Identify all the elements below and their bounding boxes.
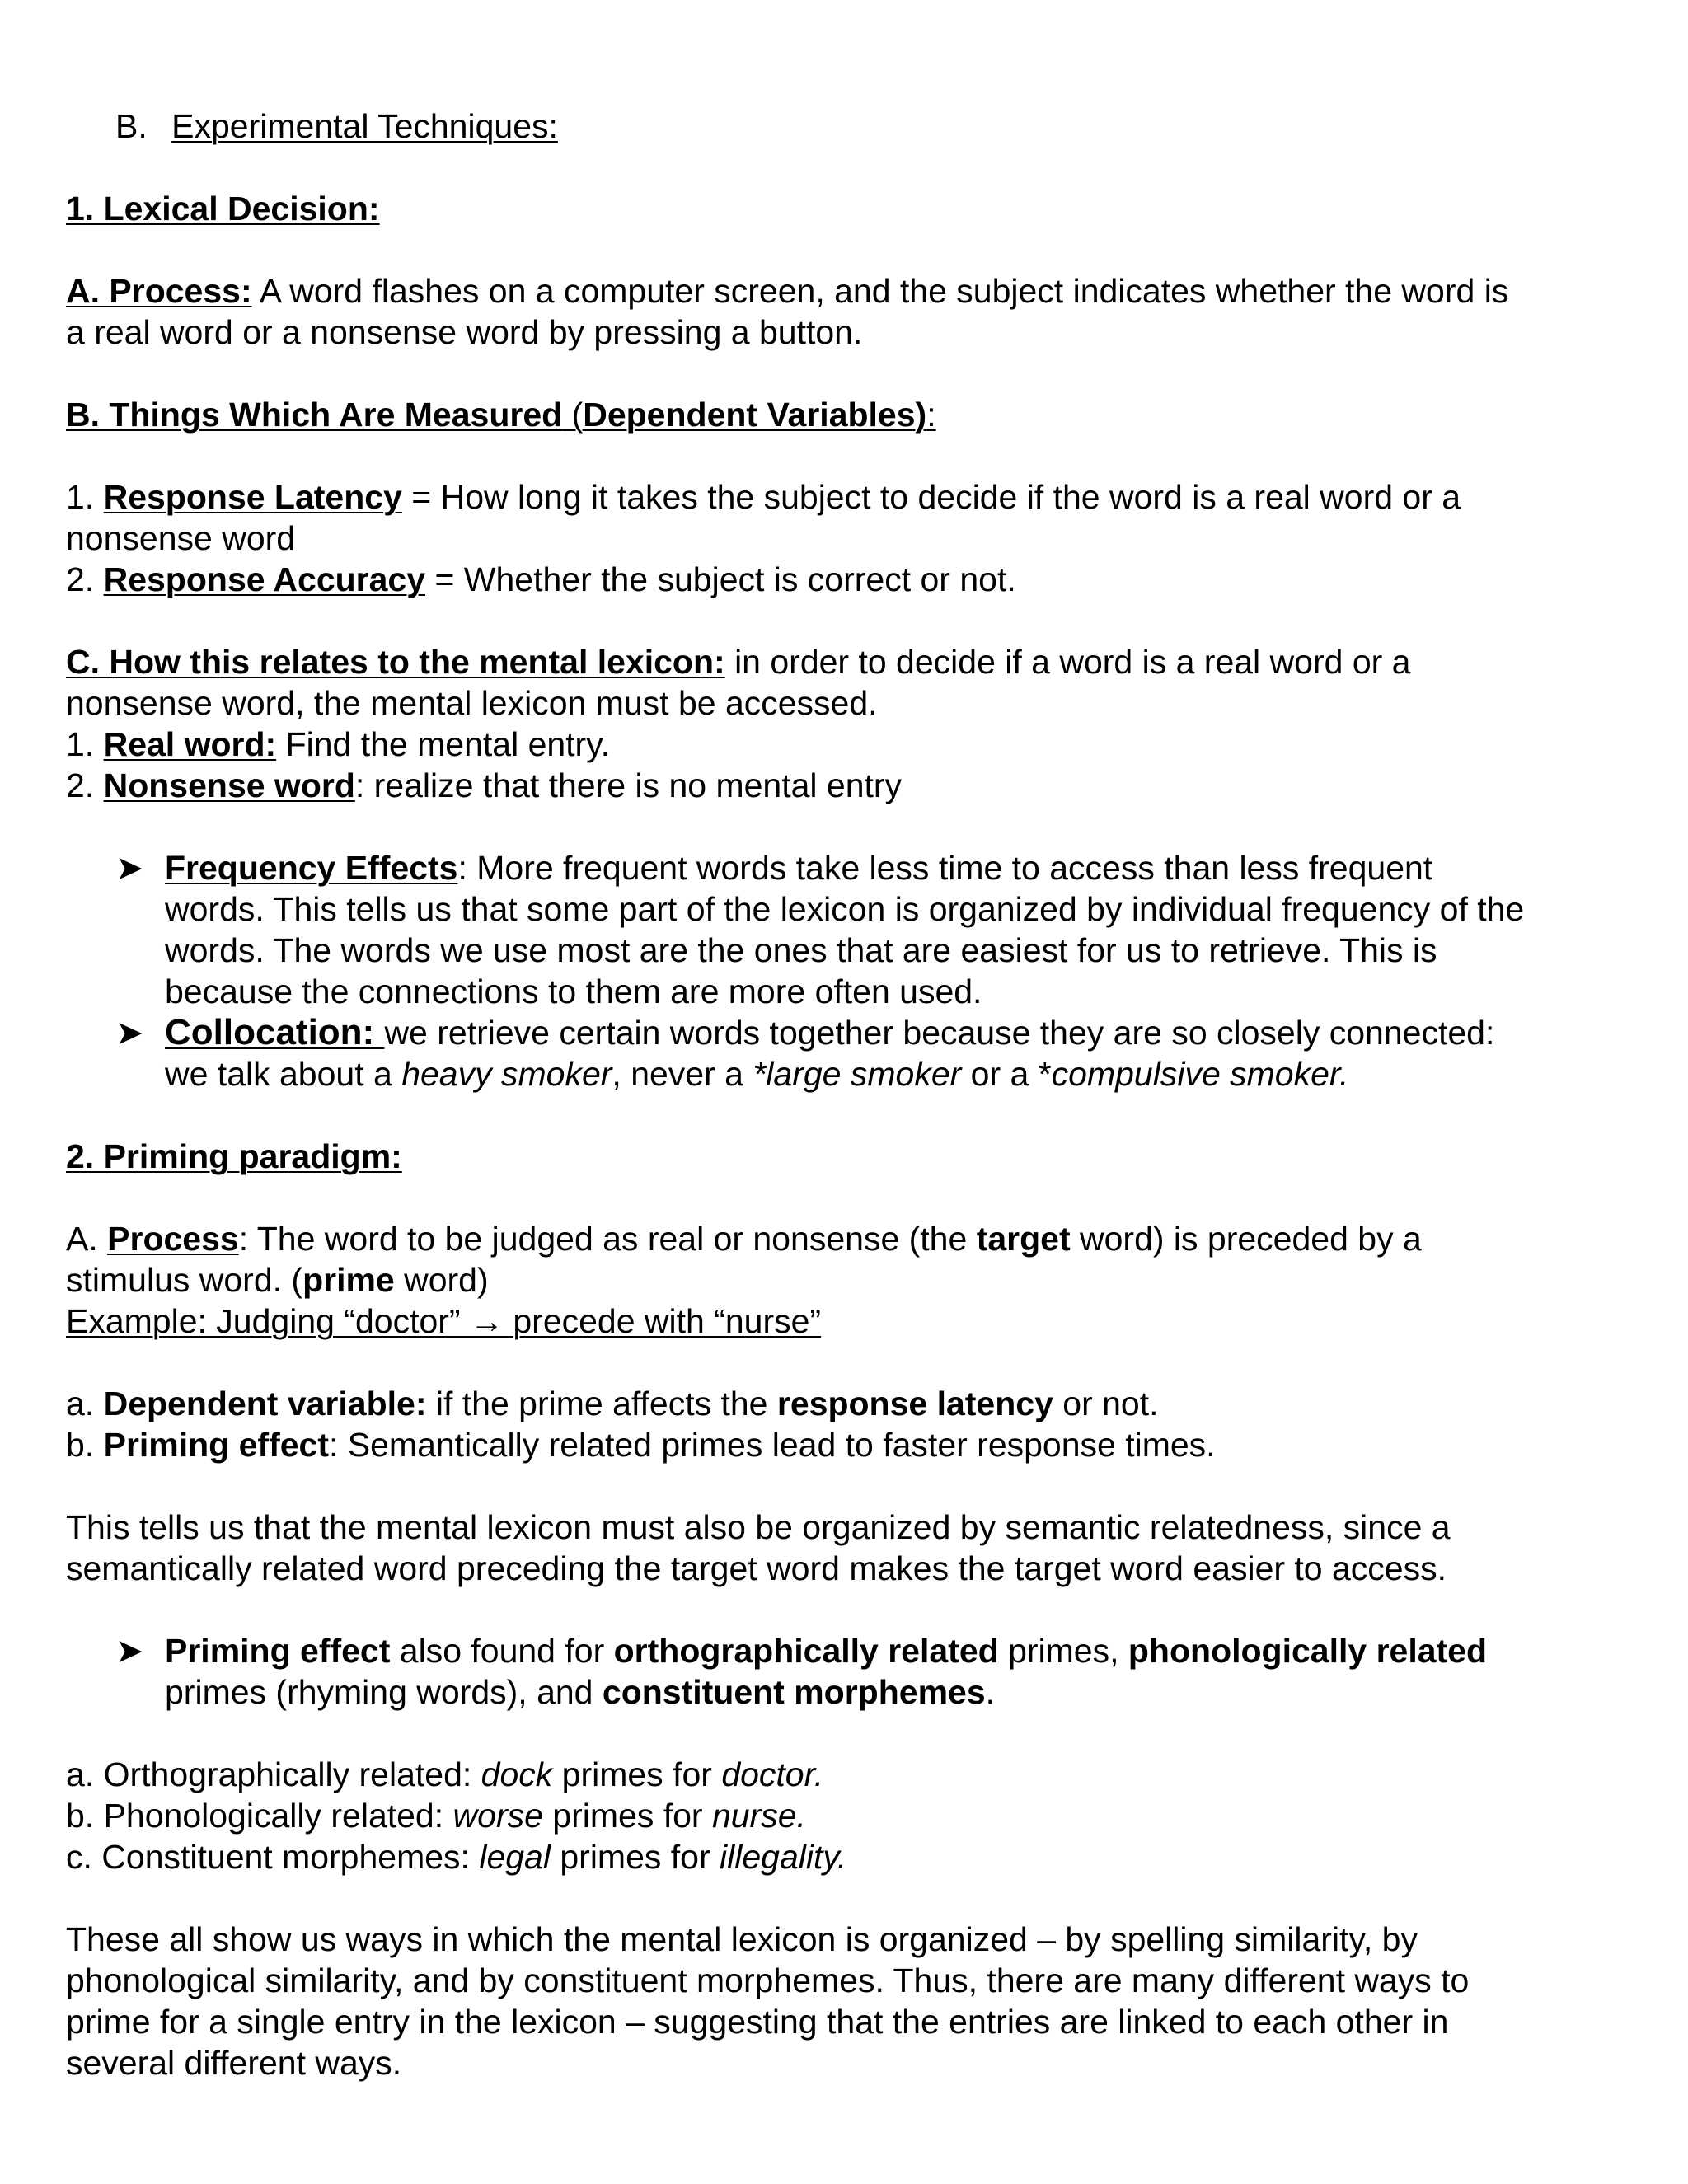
section-heading	[115, 105, 1681, 147]
right-arrow-icon: →	[469, 1302, 504, 1340]
priming-heading: 2. Priming paradigm:	[66, 1137, 402, 1175]
priming-examples: a. Orthographically related: dock primes for doctor. b. Phonologically related: worse primes for nurse. c. Constituent morphemes: legal primes for illegality.	[66, 1755, 847, 1876]
arrow-bullet-icon: ➤	[115, 849, 144, 887]
priming-variables: a. Dependent variable: if the prime affects the response latency or not. b. Priming effect: Semantically related primes lead to faster response times.	[66, 1385, 1216, 1464]
lexical-decision-heading: 1. Lexical Decision:	[66, 190, 380, 227]
measured-list: 1. Response Latency = How long it takes the subject to decide if the word is a real word or a nonsense word 2. Response Accuracy = Whether the subject is correct or not.	[66, 478, 1461, 598]
lexical-process: A. Process: A word flashes on a computer screen, and the subject indicates whether the word is a real word or a nonsense word by pressing a button.	[66, 272, 1509, 351]
process-label: A. Process:	[66, 272, 252, 310]
measured-heading: B. Things Which Are Measured (Dependent Variables):	[66, 396, 936, 434]
section-title: Experimental Techniques:	[171, 107, 558, 145]
nonsense-word-term: Nonsense word	[103, 766, 355, 804]
arrow-bullet-icon: ➤	[115, 1632, 144, 1670]
conclusion-paragraph: These all show us ways in which the mental lexicon is organized – by spelling similarity, by phonological similarity, and by constituent morphemes. Thus, there are many different ways to prime for a single entry in the lexicon – suggesting that the entries are linked to each other in several different ways.	[66, 1920, 1470, 2082]
priming-example: Example: Judging “doctor” → precede with “nurse”	[66, 1302, 822, 1340]
response-latency-term: Response Latency	[103, 478, 402, 516]
real-word-term: Real word:	[103, 725, 277, 763]
semantic-paragraph: This tells us that the mental lexicon must also be organized by semantic relatedness, since a semantically related word preceding the target word makes the target word easier to access.	[66, 1508, 1451, 1587]
response-accuracy-term: Response Accuracy	[103, 560, 426, 598]
document-page: B. Experimental Techniques: 1. Lexical Decision: A. Process: A word flashes on a computer screen, and the subject indicates whether the word is a real word or a nonsense word by pressing a button. B. Things Which Are Measured (Dependent Variables): 1. Response Latency = How long it takes the subject to decide if the word is a real word or a nonsense word 2. Response Accuracy = Whether the subject is correct or not. C. How this relates to the mental lexicon: in order to decide if a word is a real word or a nonsense word, the mental lexicon must be accessed. 1. Real word: Find the mental entry. 2. Nonsense word: realize that there is no mental entry ➤ Frequency Effects: More frequent words take less time to access than less frequent words. This tells us that some part of the lexicon is organized by individual frequency of the words. The words we use most are the ones that are easiest for us to retrieve. This is because the connections to them are more often used. ➤ Collocation: we retrieve certain words together because they are so closely connected: we talk about a heavy smoker, never a *large smoker or a *compulsive smoker. 2. Priming paradigm: A. Process: The word to be judged as real or nonsense (the target word) is preceded by a stimulus word. (prime word) Example: Judging “doctor” → precede with “nurse” a. Dependent variable: if the prime affects the response latency or not. b. Priming effect: Semantically related primes lead to faster response times. This tells us that the mental lexicon must also be organized by semantic relatedness, since a semantically related word preceding the target word makes the target word easier to access. ➤ Priming effect also found for orthographically related primes, phonologically related primes (rhyming words), and constituent morphemes. a. Orthographically related: dock primes for doctor. b. Phonologically related: worse primes for nurse. c. Constituent morphemes: legal primes for illegality. These all show us ways in which the mental lexicon is organized – by spelling similarity, by phonological similarity, and by constituent morphemes. Thus, there are many different ways to prime for a single entry in the lexicon – suggesting that the entries are linked to each other in several different ways.	[0, 0, 1688, 2184]
arrow-bullet-icon: ➤	[115, 1014, 144, 1052]
priming-process: A. Process: The word to be judged as real or nonsense (the target word) is preceded by a stimulus word. (prime word) Example: Judging “doctor” → precede with “nurse”	[66, 1218, 1632, 1342]
section-letter: B.	[115, 107, 148, 145]
relates-section: C. How this relates to the mental lexicon: in order to decide if a word is a real word or a nonsense word, the mental lexicon must be accessed. 1. Real word: Find the mental entry. 2. Nonsense word: realize that there is no mental entry	[66, 643, 1411, 804]
